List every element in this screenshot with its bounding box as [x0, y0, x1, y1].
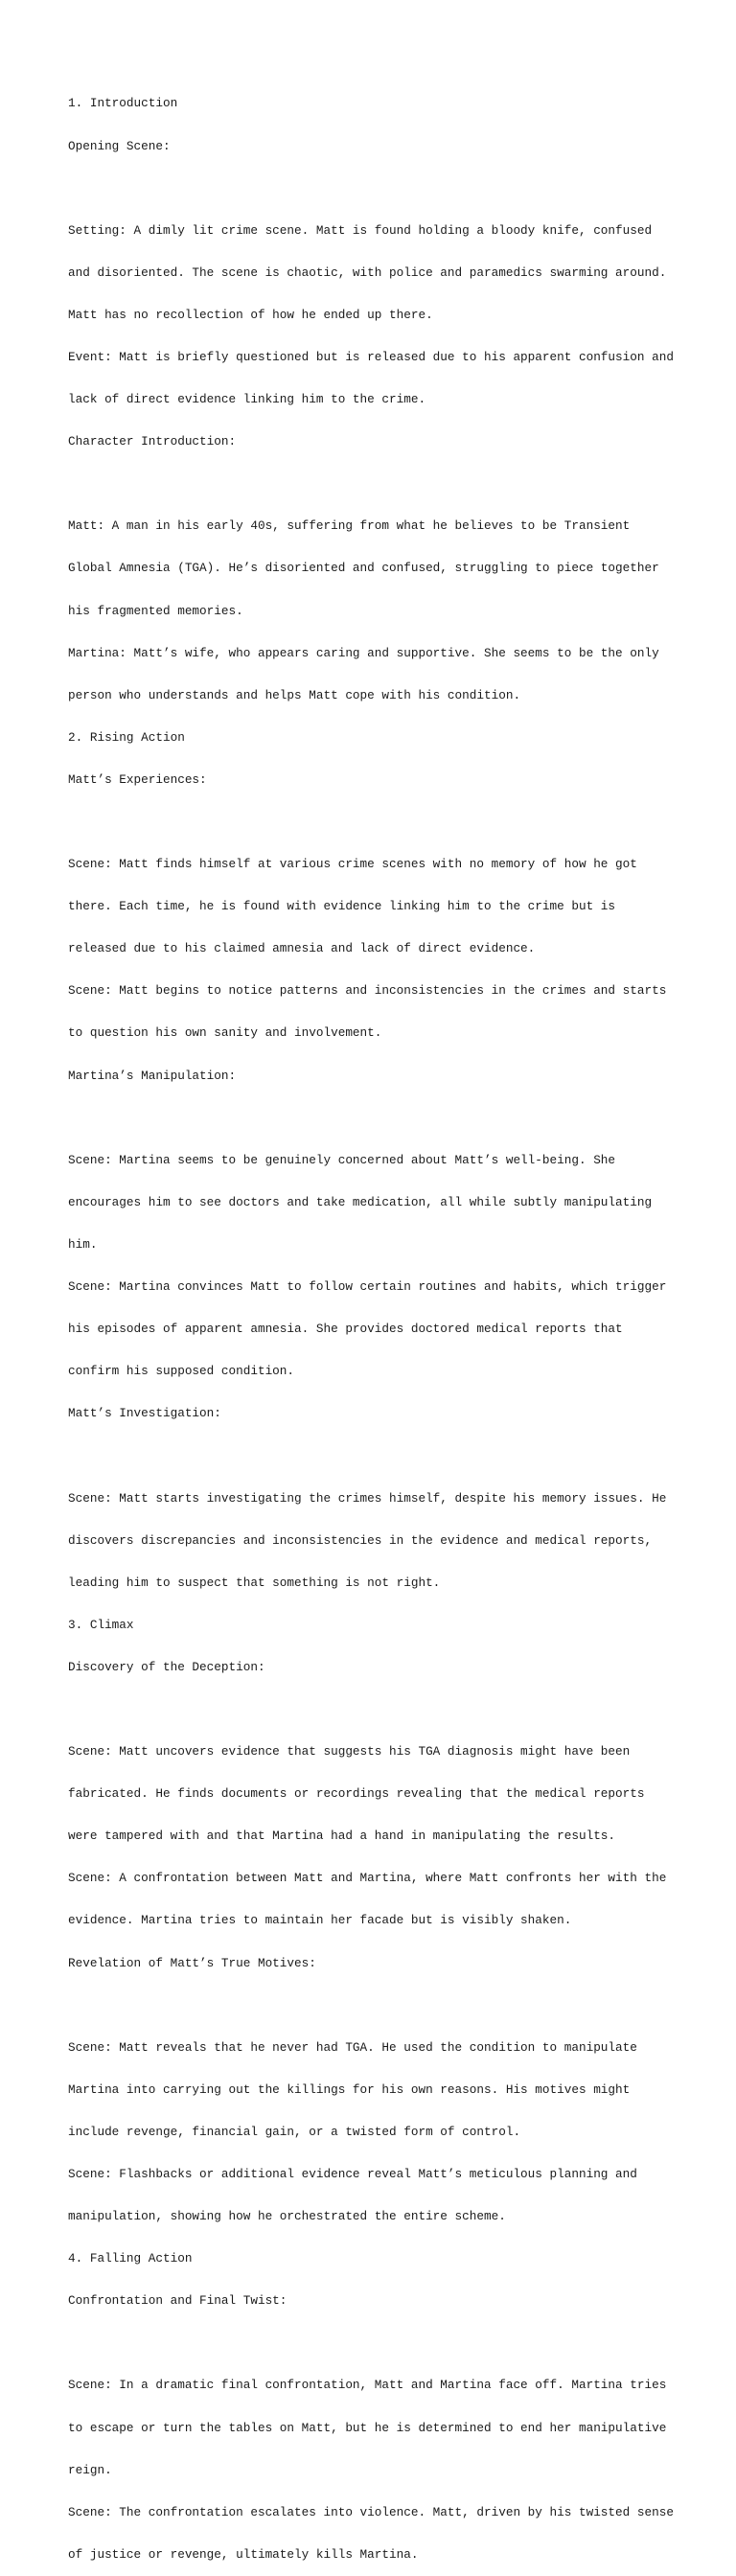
text-line: Scene: Martina convinces Matt to follow certain routines and habits, which trigger	[68, 1279, 667, 1295]
section-heading-introduction: 1. Introduction	[68, 96, 178, 111]
text-line: discovers discrepancies and inconsistencies in the evidence and medical reports,	[68, 1532, 653, 1548]
subheading-character-introduction: Character Introduction:	[68, 434, 237, 449]
text-line: leading him to suspect that something is not right.	[68, 1575, 441, 1590]
text-line: manipulation, showing how he orchestrated the entire scheme.	[68, 2209, 506, 2224]
text-line: his episodes of apparent amnesia. She provides doctored medical reports that	[68, 1322, 623, 1337]
text-line: Setting: A dimly lit crime scene. Matt is found holding a bloody knife, confused	[68, 222, 653, 238]
blank-line	[68, 1999, 701, 2013]
blank-line	[68, 1449, 701, 1463]
text-line: confirm his supposed condition.	[68, 1364, 295, 1379]
text-line: him.	[68, 1236, 98, 1252]
text-line: Scene: Matt finds himself at various crime scenes with no memory of how he got	[68, 857, 637, 872]
text-line: encourages him to see doctors and take medication, all while subtly manipulating	[68, 1194, 653, 1209]
text-line: include revenge, financial gain, or a twisted form of control.	[68, 2124, 521, 2139]
text-line: there. Each time, he is found with evidence linking him to the crime but is	[68, 899, 616, 914]
subheading-martinas-manipulation: Martina’s Manipulation:	[68, 1068, 237, 1083]
text-line: to escape or turn the tables on Matt, but he is determined to end her manipulative	[68, 2420, 667, 2435]
text-line: Martina into carrying out the killings for his own reasons. His motives might	[68, 2082, 631, 2097]
section-heading-rising-action: 2. Rising Action	[68, 729, 185, 745]
text-line: Scene: Matt uncovers evidence that suggests his TGA diagnosis might have been	[68, 1744, 631, 1760]
blank-line	[68, 816, 701, 830]
text-line: person who understands and helps Matt cope with his condition.	[68, 687, 521, 702]
blank-line	[68, 477, 701, 492]
text-line: Scene: Matt reveals that he never had TGA. He used the condition to manipulate	[68, 2039, 637, 2055]
text-line: to question his own sanity and involvement.	[68, 1025, 382, 1041]
subheading-confrontation-final-twist: Confrontation and Final Twist:	[68, 2293, 288, 2309]
subheading-discovery-of-deception: Discovery of the Deception:	[68, 1659, 265, 1674]
blank-line	[68, 182, 701, 196]
text-line: fabricated. He finds documents or recordings revealing that the medical reports	[68, 1786, 645, 1802]
subheading-matts-investigation: Matt’s Investigation:	[68, 1406, 221, 1421]
text-line: his fragmented memories.	[68, 603, 243, 618]
text-line: Scene: Martina seems to be genuinely concerned about Matt’s well-being. She	[68, 1152, 616, 1167]
text-line: Global Amnesia (TGA). He’s disoriented and confused, struggling to piece together	[68, 561, 659, 576]
blank-line	[68, 2336, 701, 2351]
text-line: Matt: A man in his early 40s, suffering from what he believes to be Transient	[68, 518, 631, 534]
text-line: Scene: The confrontation escalates into violence. Matt, driven by his twisted sense	[68, 2504, 674, 2519]
subheading-revelation-true-motives: Revelation of Matt’s True Motives:	[68, 1955, 316, 1970]
text-line: were tampered with and that Martina had a hand in manipulating the results.	[68, 1828, 616, 1844]
blank-line	[68, 1703, 701, 1717]
text-line: Event: Matt is briefly questioned but is released due to his apparent confusion and	[68, 349, 674, 364]
text-line: Scene: Matt starts investigating the crimes himself, despite his memory issues. He	[68, 1490, 667, 1506]
text-line: and disoriented. The scene is chaotic, with police and paramedics swarming around.	[68, 264, 667, 280]
text-line: released due to his claimed amnesia and lack of direct evidence.	[68, 941, 536, 956]
text-line: lack of direct evidence linking him to the crime.	[68, 392, 426, 407]
text-line: Scene: A confrontation between Matt and Martina, where Matt confronts her with the	[68, 1871, 667, 1886]
section-heading-falling-action: 4. Falling Action	[68, 2251, 193, 2266]
text-line: evidence. Martina tries to maintain her facade but is visibly shaken.	[68, 1913, 572, 1928]
subheading-opening-scene: Opening Scene:	[68, 138, 171, 153]
section-heading-climax: 3. Climax	[68, 1617, 134, 1632]
text-line: reign.	[68, 2462, 112, 2477]
subheading-matts-experiences: Matt’s Experiences:	[68, 771, 207, 787]
text-line: Scene: In a dramatic final confrontation, Matt and Martina face off. Martina tries	[68, 2378, 667, 2393]
text-line: Matt has no recollection of how he ended up there.	[68, 307, 433, 322]
blank-line	[68, 1112, 701, 1126]
text-line: Scene: Matt begins to notice patterns and inconsistencies in the crimes and starts	[68, 983, 667, 999]
text-line: Martina: Matt’s wife, who appears caring and supportive. She seems to be the only	[68, 645, 659, 660]
text-line: of justice or revenge, ultimately kills Martina.	[68, 2546, 419, 2562]
document-page	[68, 69, 701, 2576]
text-line: Scene: Flashbacks or additional evidence reveal Matt’s meticulous planning and	[68, 2167, 637, 2181]
